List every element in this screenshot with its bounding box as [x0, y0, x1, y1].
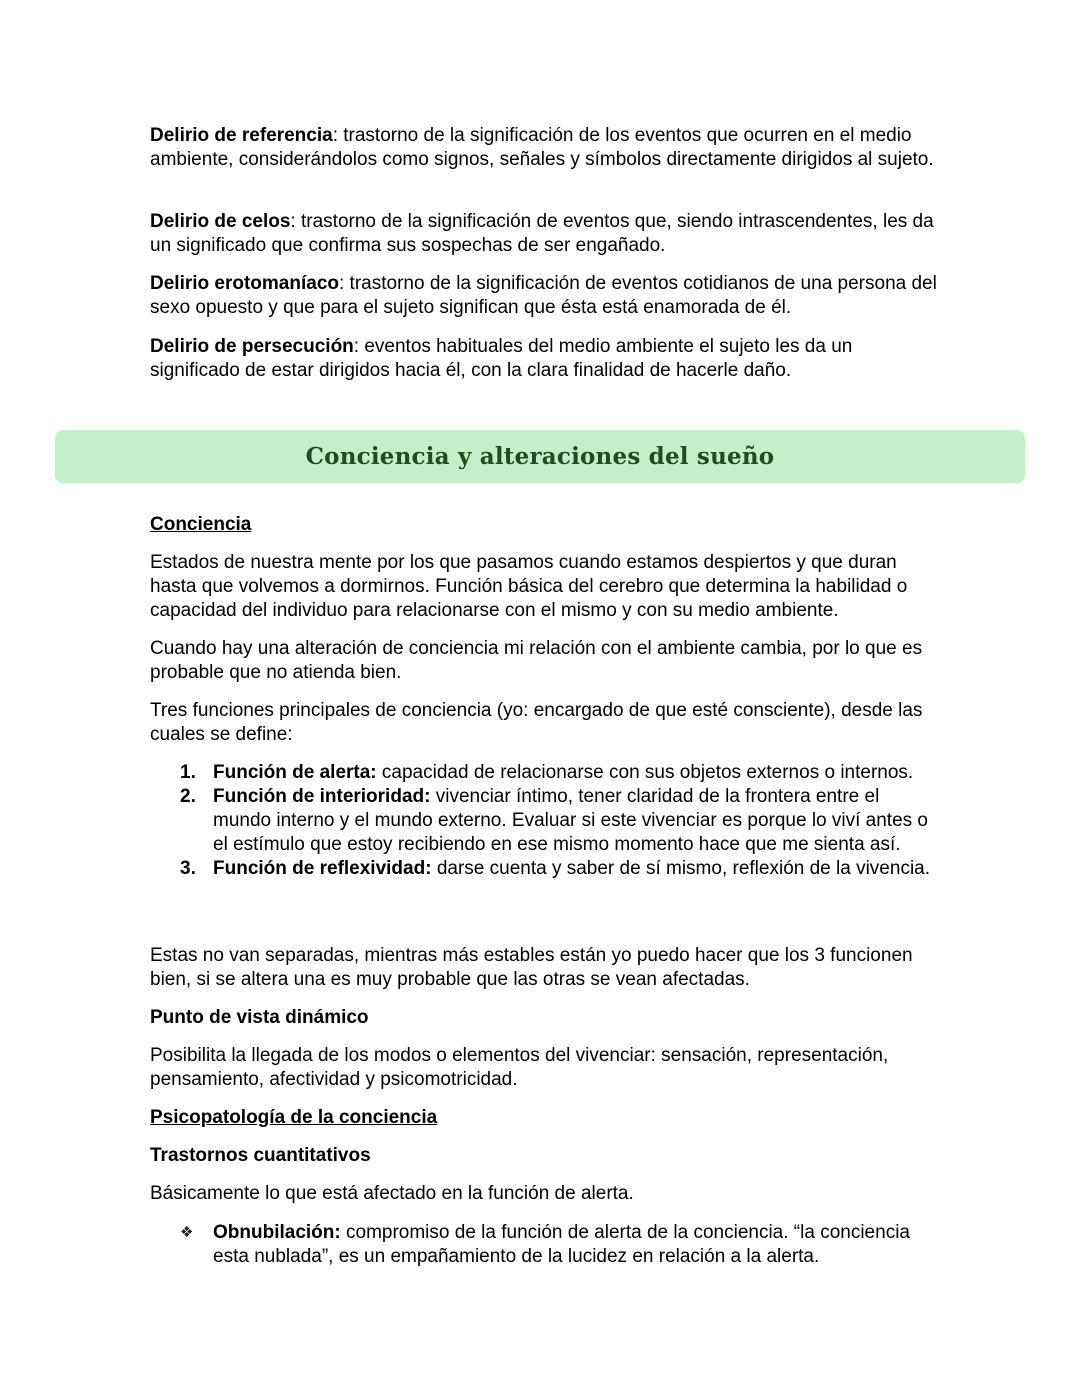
- section-banner: [55, 430, 1025, 483]
- list-text: capacidad de relacionarse con sus objetos externos o internos.: [376, 762, 914, 783]
- functions-list: [180, 761, 940, 881]
- paragraph-alteracion: Cuando hay una alteración de conciencia mi relación con el ambiente cambia, por lo que es probable que no atienda bien.: [150, 638, 923, 683]
- paragraph-basicamente: Básicamente lo que está afectado en la función de alerta.: [150, 1183, 634, 1204]
- heading-trastornos-cuantitativos: Trastornos cuantitativos: [150, 1145, 371, 1166]
- list-item-obnubilacion: [180, 1221, 940, 1269]
- list-term: Función de reflexividad:: [213, 858, 432, 879]
- list-number: 1.: [180, 762, 196, 783]
- definition-text: : eventos habituales del medio ambiente el sujeto les da un significado de estar dirigidos hacia él, con la clara finalidad de hacerle daño.: [150, 336, 853, 381]
- definition-term: Delirio erotomaníaco: [150, 273, 339, 294]
- paragraph-tres-funciones: Tres funciones principales de conciencia (yo: encargado de que esté consciente), desde las cuales se define:: [150, 700, 923, 745]
- definition-delirio-celos: [150, 210, 940, 258]
- list-text: darse cuenta y saber de sí mismo, reflexión de la vivencia.: [431, 858, 931, 879]
- definition-delirio-persecucion: [150, 335, 940, 383]
- list-text: compromiso de la función de alerta de la conciencia. “la conciencia esta nublada”, es un empañamiento de la lucidez en relación a la alerta.: [213, 1222, 910, 1267]
- list-item-funcion-interioridad: [180, 785, 940, 857]
- definition-delirio-erotomaniaco: [150, 272, 940, 320]
- definition-text: : trastorno de la significación de eventos cotidianos de una persona del sexo opuesto y que para el sujeto significan que ésta está enamorada de él.: [150, 273, 937, 318]
- heading-psicopatologia: Psicopatología de la conciencia: [150, 1107, 438, 1128]
- definition-text: : trastorno de la significación de eventos que, siendo intrascendentes, les da un significado que confirma sus sospechas de ser engañado.: [150, 211, 934, 256]
- list-number: 2.: [180, 786, 196, 807]
- definition-text: : trastorno de la significación de los eventos que ocurren en el medio ambiente, considerándolos como signos, señales y símbolos directamente dirigidos al sujeto.: [150, 125, 934, 170]
- list-term: Obnubilación:: [213, 1222, 341, 1243]
- definition-term: Delirio de celos: [150, 211, 291, 232]
- list-item-funcion-reflexividad: [180, 857, 940, 881]
- diamond-bullet-icon: ❖: [180, 1224, 194, 1241]
- list-term: Función de interioridad:: [213, 786, 431, 807]
- list-term: Función de alerta:: [213, 762, 377, 783]
- bullet-list: [180, 1221, 940, 1269]
- heading-punto-vista-dinamico: Punto de vista dinámico: [150, 1007, 369, 1028]
- paragraph-no-separadas: Estas no van separadas, mientras más estables están yo puedo hacer que los 3 funcionen bien, si se altera una es muy probable que las otras se vean afectadas.: [150, 945, 913, 990]
- paragraph-punto-vista: Posibilita la llegada de los modos o elementos del vivenciar: sensación, representación, pensamiento, afectividad y psicomotricidad.: [150, 1045, 889, 1090]
- list-number: 3.: [180, 858, 196, 879]
- heading-conciencia: Conciencia: [150, 514, 252, 535]
- paragraph-conciencia-definicion: Estados de nuestra mente por los que pasamos cuando estamos despiertos y que duran hasta que volvemos a dormirnos. Función básica del cerebro que determina la habilidad o capacidad del individuo para relacionarse con el mismo y con su medio ambiente.: [150, 552, 908, 621]
- list-item-funcion-alerta: [180, 761, 940, 785]
- definition-term: Delirio de referencia: [150, 125, 333, 146]
- definition-delirio-referencia: [150, 124, 940, 172]
- list-text: vivenciar íntimo, tener claridad de la frontera entre el mundo interno y el mundo externo. Evaluar si este vivenciar es porque lo viví antes o el estímulo que estoy recibiendo en ese mismo momento hace que me sienta así.: [213, 786, 928, 855]
- section-title: Conciencia y alteraciones del sueño: [305, 442, 775, 470]
- definition-term: Delirio de persecución: [150, 336, 354, 357]
